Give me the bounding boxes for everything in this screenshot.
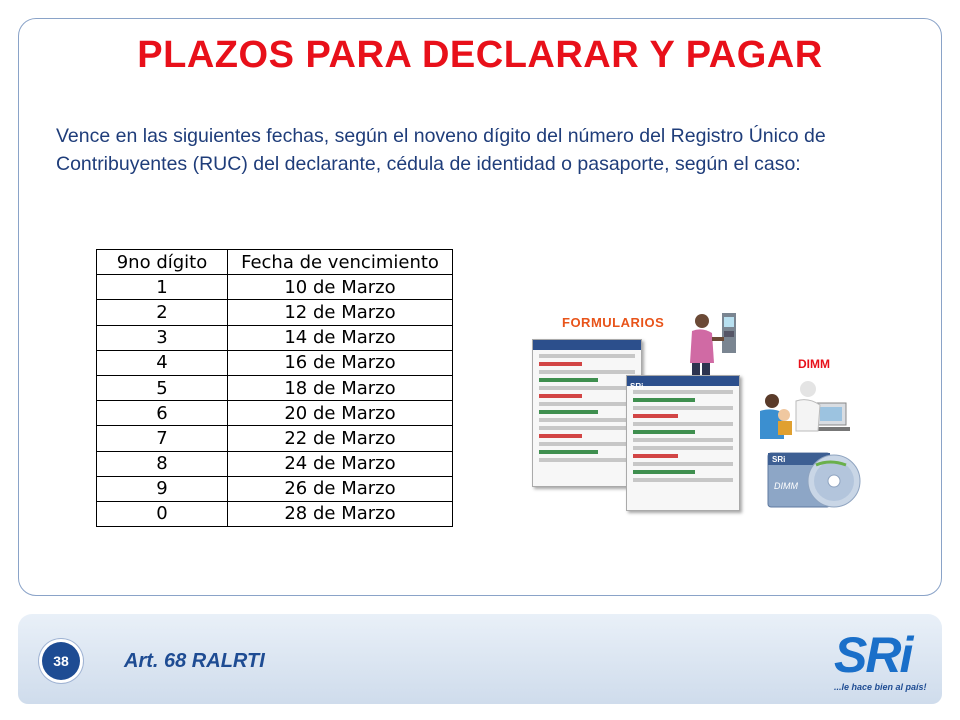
sri-logo-mark: SRi <box>834 627 912 683</box>
table-row <box>97 401 453 426</box>
digit-cell: 6 <box>97 401 228 426</box>
date-cell: 10 de Marzo <box>228 275 453 300</box>
page-title: PLAZOS PARA DECLARAR Y PAGAR <box>137 34 823 76</box>
sri-slogan: ...le hace bien al país! <box>834 682 927 692</box>
table-row <box>97 325 453 350</box>
digit-cell: 5 <box>97 375 228 400</box>
dimm-label: DIMM <box>798 357 830 371</box>
forms-illustration <box>528 305 868 515</box>
date-cell: 26 de Marzo <box>228 476 453 501</box>
page-number-badge: 38 <box>42 642 80 680</box>
table-row <box>97 375 453 400</box>
date-cell: 24 de Marzo <box>228 451 453 476</box>
column-header-digit: 9no dígito <box>97 250 228 275</box>
table-row <box>97 501 453 526</box>
date-cell: 12 de Marzo <box>228 300 453 325</box>
svg-text:SRi: SRi <box>772 455 786 464</box>
table-row <box>97 300 453 325</box>
digit-cell: 9 <box>97 476 228 501</box>
digit-cell: 3 <box>97 325 228 350</box>
digit-cell: 7 <box>97 426 228 451</box>
table-row <box>97 476 453 501</box>
date-cell: 22 de Marzo <box>228 426 453 451</box>
table-row <box>97 426 453 451</box>
form-document <box>626 375 740 511</box>
cd-label: DIMM <box>774 481 798 491</box>
dimm-cd-icon <box>764 445 864 511</box>
digit-cell: 8 <box>97 451 228 476</box>
table-row <box>97 451 453 476</box>
date-cell: 14 de Marzo <box>228 325 453 350</box>
digit-cell: 1 <box>97 275 228 300</box>
form-badge: SRi <box>630 382 644 391</box>
table-header-row <box>97 250 453 275</box>
people-at-computer-icon <box>756 375 852 445</box>
article-reference: Art. 68 RALRTI <box>124 650 265 672</box>
table-row <box>97 275 453 300</box>
person-at-kiosk-icon <box>684 311 740 377</box>
date-cell: 20 de Marzo <box>228 401 453 426</box>
date-cell: 18 de Marzo <box>228 375 453 400</box>
digit-cell: 2 <box>97 300 228 325</box>
sri-logo <box>834 627 934 694</box>
formularios-label: FORMULARIOS <box>562 315 665 330</box>
digit-cell: 4 <box>97 350 228 375</box>
deadline-table <box>96 249 453 527</box>
date-cell: 16 de Marzo <box>228 350 453 375</box>
intro-paragraph: Vence en las siguientes fechas, según el noveno dígito del número del Registro Único de Contribuyentes (RUC) del declarante, cédula de identidad o pasaporte, según el caso: <box>56 125 826 175</box>
column-header-date: Fecha de vencimiento <box>228 250 453 275</box>
digit-cell: 0 <box>97 501 228 526</box>
table-row <box>97 350 453 375</box>
date-cell: 28 de Marzo <box>228 501 453 526</box>
